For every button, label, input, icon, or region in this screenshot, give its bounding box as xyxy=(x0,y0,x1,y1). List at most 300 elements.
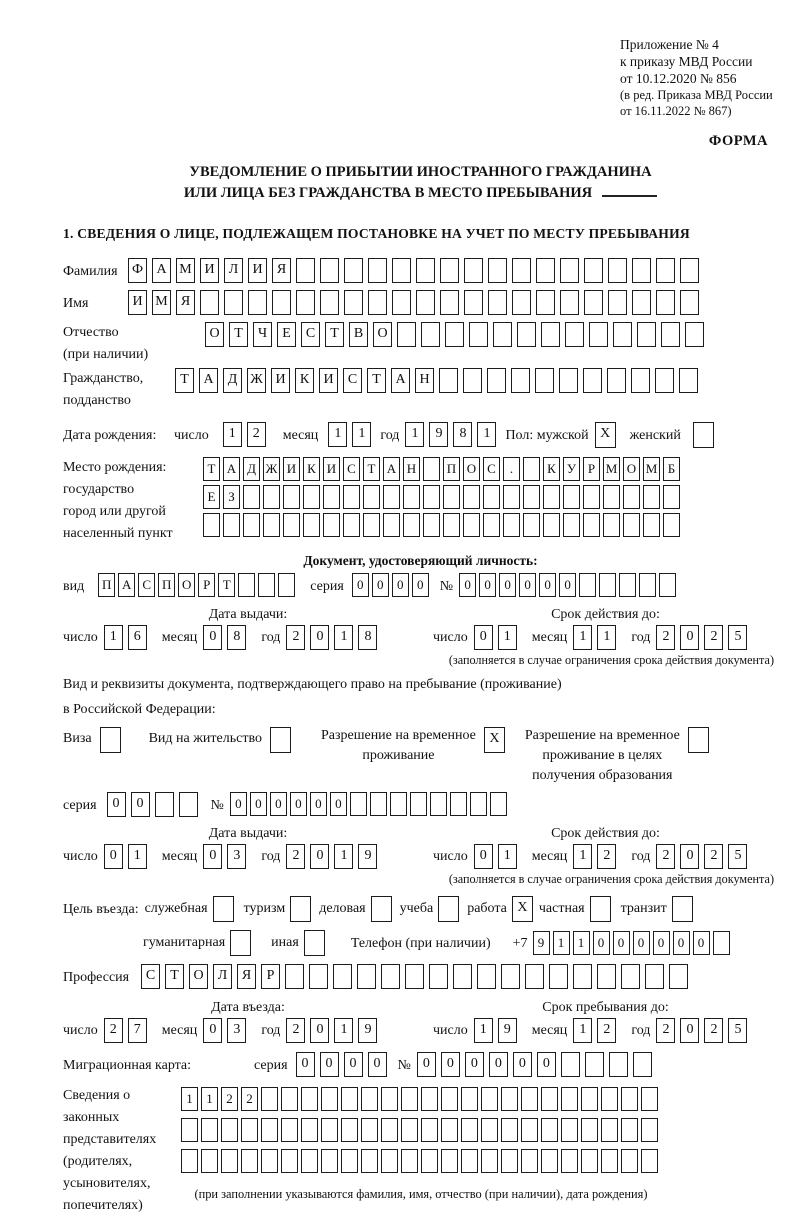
form-cell-empty[interactable] xyxy=(263,485,280,509)
form-cell-filled[interactable]: Т xyxy=(218,573,235,597)
form-cell-filled[interactable]: 2 xyxy=(286,1018,305,1043)
form-cell-empty[interactable] xyxy=(421,322,440,347)
form-cell-empty[interactable] xyxy=(453,964,472,989)
form-cell-empty[interactable] xyxy=(221,1149,238,1173)
form-cell-empty[interactable] xyxy=(403,513,420,537)
form-cell-filled[interactable]: Я xyxy=(237,964,256,989)
form-cell-filled[interactable]: 8 xyxy=(453,422,472,447)
form-cell-empty[interactable] xyxy=(341,1118,358,1142)
form-cell-empty[interactable] xyxy=(443,513,460,537)
form-cell-empty[interactable] xyxy=(439,368,458,393)
form-cell-empty[interactable] xyxy=(363,485,380,509)
form-cell-empty[interactable] xyxy=(579,573,596,597)
form-cell-filled[interactable]: Ж xyxy=(263,457,280,481)
form-cell-empty[interactable] xyxy=(501,1118,518,1142)
form-cell-empty[interactable] xyxy=(416,290,435,315)
form-cell-empty[interactable] xyxy=(581,1087,598,1111)
form-cell-empty[interactable] xyxy=(321,1087,338,1111)
form-cell-empty[interactable] xyxy=(441,1087,458,1111)
form-cell-empty[interactable] xyxy=(523,513,540,537)
form-cell-empty[interactable] xyxy=(641,1118,658,1142)
form-cell-filled[interactable]: 6 xyxy=(128,625,147,650)
form-cell-filled[interactable]: 2 xyxy=(704,625,723,650)
form-cell-filled[interactable]: Д xyxy=(223,368,242,393)
form-cell-empty[interactable] xyxy=(541,1118,558,1142)
form-cell-filled[interactable]: 1 xyxy=(498,625,517,650)
form-cell-filled[interactable]: Р xyxy=(583,457,600,481)
form-cell-filled[interactable]: 1 xyxy=(498,844,517,869)
form-cell-filled[interactable]: Ж xyxy=(247,368,266,393)
form-cell-filled[interactable]: 2 xyxy=(104,1018,123,1043)
form-cell-filled[interactable]: Н xyxy=(403,457,420,481)
form-cell-empty[interactable] xyxy=(397,322,416,347)
form-cell-filled[interactable]: И xyxy=(271,368,290,393)
form-cell-filled[interactable]: 0 xyxy=(372,573,389,597)
form-cell-empty[interactable] xyxy=(597,964,616,989)
form-cell-filled[interactable]: 0 xyxy=(310,625,329,650)
form-cell-filled[interactable]: М xyxy=(603,457,620,481)
form-cell-filled[interactable]: З xyxy=(223,485,240,509)
form-cell-empty[interactable] xyxy=(490,792,507,816)
form-cell-empty[interactable] xyxy=(181,1149,198,1173)
form-cell-filled[interactable]: У xyxy=(563,457,580,481)
form-cell-empty[interactable] xyxy=(445,322,464,347)
form-cell-filled[interactable]: М xyxy=(643,457,660,481)
form-cell-empty[interactable] xyxy=(421,1118,438,1142)
form-cell-empty[interactable] xyxy=(401,1087,418,1111)
form-cell-filled[interactable]: Р xyxy=(261,964,280,989)
form-cell-filled[interactable]: С xyxy=(483,457,500,481)
form-cell-empty[interactable] xyxy=(416,258,435,283)
form-cell-empty[interactable] xyxy=(381,964,400,989)
form-cell-empty[interactable] xyxy=(713,931,730,955)
form-cell-filled[interactable]: 2 xyxy=(597,1018,616,1043)
form-cell-empty[interactable] xyxy=(430,792,447,816)
form-cell-empty[interactable] xyxy=(343,513,360,537)
form-cell-filled[interactable]: 0 xyxy=(104,844,123,869)
form-cell-empty[interactable] xyxy=(656,290,675,315)
form-cell-empty[interactable] xyxy=(493,322,512,347)
form-cell-empty[interactable] xyxy=(464,290,483,315)
form-cell-empty[interactable] xyxy=(655,368,674,393)
form-cell-empty[interactable] xyxy=(410,792,427,816)
form-cell-empty[interactable] xyxy=(541,1087,558,1111)
form-cell-empty[interactable] xyxy=(549,964,568,989)
form-cell-filled[interactable]: 2 xyxy=(597,844,616,869)
form-cell-filled[interactable]: 0 xyxy=(203,844,222,869)
form-cell-empty[interactable] xyxy=(603,485,620,509)
form-cell-filled[interactable]: 9 xyxy=(498,1018,517,1043)
form-cell-empty[interactable] xyxy=(405,964,424,989)
form-cell-empty[interactable] xyxy=(643,485,660,509)
form-cell-filled[interactable]: О xyxy=(178,573,195,597)
form-cell-filled[interactable]: 0 xyxy=(310,1018,329,1043)
form-cell-empty[interactable] xyxy=(563,513,580,537)
form-cell-empty[interactable] xyxy=(461,1118,478,1142)
form-cell-empty[interactable] xyxy=(221,1118,238,1142)
form-cell-empty[interactable] xyxy=(470,792,487,816)
form-cell-filled[interactable]: Б xyxy=(663,457,680,481)
form-cell-empty[interactable] xyxy=(521,1087,538,1111)
form-cell-empty[interactable] xyxy=(230,930,251,956)
form-cell-empty[interactable] xyxy=(450,792,467,816)
form-cell-empty[interactable] xyxy=(632,258,651,283)
form-cell-filled[interactable]: 0 xyxy=(203,625,222,650)
form-cell-filled[interactable]: С xyxy=(141,964,160,989)
form-cell-empty[interactable] xyxy=(368,258,387,283)
form-cell-filled[interactable]: 1 xyxy=(181,1087,198,1111)
form-cell-empty[interactable] xyxy=(343,485,360,509)
form-cell-filled[interactable]: 1 xyxy=(573,844,592,869)
form-cell-empty[interactable] xyxy=(392,258,411,283)
form-cell-empty[interactable] xyxy=(261,1087,278,1111)
form-cell-filled[interactable]: 0 xyxy=(479,573,496,597)
form-cell-empty[interactable] xyxy=(488,290,507,315)
form-cell-filled[interactable]: 0 xyxy=(441,1052,460,1077)
form-cell-filled[interactable]: П xyxy=(158,573,175,597)
form-cell-filled[interactable]: 0 xyxy=(352,573,369,597)
form-cell-filled[interactable]: 2 xyxy=(656,1018,675,1043)
form-cell-empty[interactable] xyxy=(590,896,611,922)
form-cell-filled[interactable]: И xyxy=(283,457,300,481)
form-cell-empty[interactable] xyxy=(200,290,219,315)
form-cell-empty[interactable] xyxy=(488,258,507,283)
form-cell-filled[interactable]: Н xyxy=(415,368,434,393)
form-cell-empty[interactable] xyxy=(421,1087,438,1111)
form-cell-empty[interactable] xyxy=(201,1149,218,1173)
form-cell-empty[interactable] xyxy=(321,1118,338,1142)
form-cell-empty[interactable] xyxy=(607,368,626,393)
form-cell-filled[interactable]: 0 xyxy=(653,931,670,955)
form-cell-empty[interactable] xyxy=(381,1118,398,1142)
form-cell-empty[interactable] xyxy=(541,1149,558,1173)
form-cell-empty[interactable] xyxy=(483,513,500,537)
form-cell-empty[interactable] xyxy=(290,896,311,922)
form-cell-empty[interactable] xyxy=(323,485,340,509)
form-cell-empty[interactable] xyxy=(621,1149,638,1173)
form-cell-filled[interactable]: 1 xyxy=(128,844,147,869)
form-cell-filled[interactable]: 9 xyxy=(533,931,550,955)
form-cell-empty[interactable] xyxy=(258,573,275,597)
form-cell-filled[interactable]: А xyxy=(199,368,218,393)
form-cell-empty[interactable] xyxy=(511,368,530,393)
form-cell-filled[interactable]: 2 xyxy=(221,1087,238,1111)
form-cell-filled[interactable]: О xyxy=(205,322,224,347)
form-cell-empty[interactable] xyxy=(573,964,592,989)
form-cell-filled[interactable]: 7 xyxy=(128,1018,147,1043)
form-cell-empty[interactable] xyxy=(601,1149,618,1173)
form-cell-empty[interactable] xyxy=(320,290,339,315)
form-cell-empty[interactable] xyxy=(272,290,291,315)
form-cell-filled[interactable]: Т xyxy=(325,322,344,347)
form-cell-empty[interactable] xyxy=(263,513,280,537)
form-cell-empty[interactable] xyxy=(663,485,680,509)
form-cell-empty[interactable] xyxy=(361,1087,378,1111)
form-cell-empty[interactable] xyxy=(283,485,300,509)
form-cell-filled[interactable]: Т xyxy=(363,457,380,481)
form-cell-empty[interactable] xyxy=(323,513,340,537)
form-cell-empty[interactable] xyxy=(464,258,483,283)
form-cell-empty[interactable] xyxy=(381,1087,398,1111)
form-cell-filled[interactable]: 0 xyxy=(290,792,307,816)
form-cell-empty[interactable] xyxy=(581,1149,598,1173)
form-cell-filled[interactable]: И xyxy=(248,258,267,283)
form-cell-empty[interactable] xyxy=(561,1118,578,1142)
form-cell-empty[interactable] xyxy=(383,485,400,509)
form-cell-empty[interactable] xyxy=(603,513,620,537)
form-cell-empty[interactable] xyxy=(584,258,603,283)
form-cell-filled[interactable]: Я xyxy=(272,258,291,283)
form-cell-empty[interactable] xyxy=(688,727,709,753)
form-cell-filled[interactable]: С xyxy=(343,457,360,481)
form-cell-empty[interactable] xyxy=(361,1149,378,1173)
form-cell-empty[interactable] xyxy=(621,1118,638,1142)
form-cell-empty[interactable] xyxy=(100,727,121,753)
form-cell-empty[interactable] xyxy=(443,485,460,509)
form-cell-empty[interactable] xyxy=(561,1149,578,1173)
form-cell-filled[interactable]: 1 xyxy=(573,1018,592,1043)
form-cell-filled[interactable]: А xyxy=(383,457,400,481)
form-cell-filled[interactable]: 0 xyxy=(459,573,476,597)
form-cell-filled[interactable]: 1 xyxy=(474,1018,493,1043)
form-cell-empty[interactable] xyxy=(501,1149,518,1173)
form-cell-empty[interactable] xyxy=(643,513,660,537)
form-cell-empty[interactable] xyxy=(261,1118,278,1142)
form-cell-filled[interactable]: Л xyxy=(224,258,243,283)
form-cell-empty[interactable] xyxy=(639,573,656,597)
form-cell-empty[interactable] xyxy=(301,1149,318,1173)
form-cell-empty[interactable] xyxy=(441,1118,458,1142)
form-cell-empty[interactable] xyxy=(679,368,698,393)
form-cell-filled[interactable]: 0 xyxy=(489,1052,508,1077)
form-cell-filled[interactable]: 0 xyxy=(330,792,347,816)
form-cell-empty[interactable] xyxy=(261,1149,278,1173)
form-cell-empty[interactable] xyxy=(693,422,714,448)
form-cell-empty[interactable] xyxy=(423,513,440,537)
form-cell-empty[interactable] xyxy=(525,964,544,989)
form-cell-empty[interactable] xyxy=(583,513,600,537)
form-cell-empty[interactable] xyxy=(303,485,320,509)
form-cell-empty[interactable] xyxy=(541,322,560,347)
form-cell-empty[interactable] xyxy=(341,1087,358,1111)
form-cell-empty[interactable] xyxy=(543,513,560,537)
form-cell-empty[interactable] xyxy=(301,1118,318,1142)
form-cell-filled[interactable]: . xyxy=(503,457,520,481)
form-cell-filled[interactable]: К xyxy=(295,368,314,393)
form-cell-empty[interactable] xyxy=(659,573,676,597)
form-cell-filled[interactable]: 0 xyxy=(296,1052,315,1077)
form-cell-filled[interactable]: 0 xyxy=(230,792,247,816)
form-cell-empty[interactable] xyxy=(645,964,664,989)
form-cell-empty[interactable] xyxy=(561,1087,578,1111)
form-cell-filled[interactable]: Т xyxy=(165,964,184,989)
form-cell-empty[interactable] xyxy=(281,1087,298,1111)
form-cell-filled[interactable]: X xyxy=(595,422,616,448)
form-cell-filled[interactable]: Е xyxy=(203,485,220,509)
form-cell-empty[interactable] xyxy=(469,322,488,347)
form-cell-filled[interactable]: 0 xyxy=(203,1018,222,1043)
form-cell-empty[interactable] xyxy=(521,1118,538,1142)
form-cell-filled[interactable]: 1 xyxy=(223,422,242,447)
form-cell-empty[interactable] xyxy=(371,896,392,922)
form-cell-filled[interactable]: 2 xyxy=(247,422,266,447)
form-cell-empty[interactable] xyxy=(296,258,315,283)
form-cell-filled[interactable]: 1 xyxy=(573,625,592,650)
form-cell-filled[interactable]: И xyxy=(319,368,338,393)
form-cell-empty[interactable] xyxy=(350,792,367,816)
form-cell-empty[interactable] xyxy=(481,1149,498,1173)
form-cell-filled[interactable]: 0 xyxy=(519,573,536,597)
form-cell-empty[interactable] xyxy=(560,290,579,315)
form-cell-empty[interactable] xyxy=(559,368,578,393)
form-cell-empty[interactable] xyxy=(609,1052,628,1077)
form-cell-empty[interactable] xyxy=(481,1118,498,1142)
form-cell-empty[interactable] xyxy=(501,1087,518,1111)
form-cell-empty[interactable] xyxy=(333,964,352,989)
form-cell-filled[interactable]: 2 xyxy=(241,1087,258,1111)
form-cell-empty[interactable] xyxy=(560,258,579,283)
form-cell-empty[interactable] xyxy=(213,896,234,922)
form-cell-filled[interactable]: 2 xyxy=(286,625,305,650)
form-cell-empty[interactable] xyxy=(517,322,536,347)
form-cell-empty[interactable] xyxy=(461,1149,478,1173)
form-cell-empty[interactable] xyxy=(241,1118,258,1142)
form-cell-filled[interactable]: 0 xyxy=(320,1052,339,1077)
form-cell-empty[interactable] xyxy=(680,290,699,315)
form-cell-filled[interactable]: К xyxy=(543,457,560,481)
form-cell-filled[interactable]: 2 xyxy=(704,1018,723,1043)
form-cell-empty[interactable] xyxy=(201,1118,218,1142)
form-cell-empty[interactable] xyxy=(584,290,603,315)
form-cell-filled[interactable]: Ф xyxy=(128,258,147,283)
form-cell-empty[interactable] xyxy=(621,1087,638,1111)
form-cell-empty[interactable] xyxy=(344,258,363,283)
form-cell-empty[interactable] xyxy=(303,513,320,537)
form-cell-filled[interactable]: 0 xyxy=(680,625,699,650)
form-cell-empty[interactable] xyxy=(304,930,325,956)
form-cell-empty[interactable] xyxy=(608,290,627,315)
form-cell-filled[interactable]: X xyxy=(484,727,505,753)
form-cell-filled[interactable]: И xyxy=(200,258,219,283)
form-cell-filled[interactable]: 1 xyxy=(573,931,590,955)
form-cell-filled[interactable]: 0 xyxy=(107,792,126,817)
form-cell-filled[interactable]: П xyxy=(98,573,115,597)
form-cell-filled[interactable]: 0 xyxy=(693,931,710,955)
form-cell-filled[interactable]: 0 xyxy=(417,1052,436,1077)
form-cell-empty[interactable] xyxy=(599,573,616,597)
form-cell-empty[interactable] xyxy=(512,290,531,315)
form-cell-empty[interactable] xyxy=(203,513,220,537)
form-cell-empty[interactable] xyxy=(283,513,300,537)
form-cell-empty[interactable] xyxy=(370,792,387,816)
form-cell-filled[interactable]: 0 xyxy=(474,844,493,869)
form-cell-filled[interactable]: Т xyxy=(367,368,386,393)
form-cell-empty[interactable] xyxy=(608,258,627,283)
form-cell-filled[interactable]: О xyxy=(623,457,640,481)
form-cell-filled[interactable]: С xyxy=(343,368,362,393)
form-cell-filled[interactable]: 0 xyxy=(310,844,329,869)
form-cell-empty[interactable] xyxy=(563,485,580,509)
form-cell-empty[interactable] xyxy=(438,896,459,922)
form-cell-empty[interactable] xyxy=(155,792,174,817)
form-cell-empty[interactable] xyxy=(543,485,560,509)
form-cell-empty[interactable] xyxy=(631,368,650,393)
form-cell-filled[interactable]: 2 xyxy=(704,844,723,869)
form-cell-filled[interactable]: 9 xyxy=(358,1018,377,1043)
form-cell-empty[interactable] xyxy=(481,1087,498,1111)
form-cell-empty[interactable] xyxy=(440,290,459,315)
form-cell-filled[interactable]: 0 xyxy=(474,625,493,650)
form-cell-empty[interactable] xyxy=(421,1149,438,1173)
form-cell-filled[interactable]: К xyxy=(303,457,320,481)
form-cell-empty[interactable] xyxy=(301,1087,318,1111)
form-cell-empty[interactable] xyxy=(632,290,651,315)
form-cell-empty[interactable] xyxy=(583,485,600,509)
form-cell-empty[interactable] xyxy=(243,485,260,509)
form-cell-filled[interactable]: 1 xyxy=(334,1018,353,1043)
form-cell-empty[interactable] xyxy=(309,964,328,989)
form-cell-empty[interactable] xyxy=(281,1118,298,1142)
form-cell-filled[interactable]: 0 xyxy=(593,931,610,955)
form-cell-empty[interactable] xyxy=(585,1052,604,1077)
form-cell-empty[interactable] xyxy=(278,573,295,597)
form-cell-filled[interactable]: О xyxy=(189,964,208,989)
form-cell-filled[interactable]: 0 xyxy=(270,792,287,816)
form-cell-empty[interactable] xyxy=(669,964,688,989)
form-cell-filled[interactable]: Т xyxy=(229,322,248,347)
form-cell-empty[interactable] xyxy=(179,792,198,817)
form-cell-empty[interactable] xyxy=(623,485,640,509)
form-cell-empty[interactable] xyxy=(423,485,440,509)
form-cell-empty[interactable] xyxy=(270,727,291,753)
form-cell-filled[interactable]: Е xyxy=(277,322,296,347)
form-cell-filled[interactable]: 0 xyxy=(539,573,556,597)
form-cell-empty[interactable] xyxy=(661,322,680,347)
form-cell-filled[interactable]: 2 xyxy=(656,625,675,650)
form-cell-filled[interactable]: 0 xyxy=(465,1052,484,1077)
form-cell-empty[interactable] xyxy=(685,322,704,347)
form-cell-filled[interactable]: Т xyxy=(203,457,220,481)
form-cell-empty[interactable] xyxy=(223,513,240,537)
form-cell-empty[interactable] xyxy=(423,457,440,481)
form-cell-filled[interactable]: 0 xyxy=(680,844,699,869)
form-cell-filled[interactable]: 3 xyxy=(227,844,246,869)
form-cell-filled[interactable]: Р xyxy=(198,573,215,597)
form-cell-empty[interactable] xyxy=(503,513,520,537)
form-cell-empty[interactable] xyxy=(637,322,656,347)
form-cell-filled[interactable]: Т xyxy=(175,368,194,393)
form-cell-empty[interactable] xyxy=(680,258,699,283)
form-cell-empty[interactable] xyxy=(238,573,255,597)
form-cell-filled[interactable]: 0 xyxy=(392,573,409,597)
form-cell-empty[interactable] xyxy=(581,1118,598,1142)
form-cell-empty[interactable] xyxy=(224,290,243,315)
form-cell-filled[interactable]: 0 xyxy=(559,573,576,597)
form-cell-filled[interactable]: 5 xyxy=(728,1018,747,1043)
form-cell-filled[interactable]: Л xyxy=(213,964,232,989)
form-cell-filled[interactable]: 0 xyxy=(613,931,630,955)
form-cell-empty[interactable] xyxy=(483,485,500,509)
form-cell-filled[interactable]: 1 xyxy=(553,931,570,955)
form-cell-empty[interactable] xyxy=(487,368,506,393)
form-cell-empty[interactable] xyxy=(601,1087,618,1111)
form-cell-empty[interactable] xyxy=(441,1149,458,1173)
form-cell-empty[interactable] xyxy=(523,457,540,481)
form-cell-filled[interactable]: О xyxy=(373,322,392,347)
form-cell-empty[interactable] xyxy=(613,322,632,347)
form-cell-filled[interactable]: 1 xyxy=(201,1087,218,1111)
form-cell-empty[interactable] xyxy=(243,513,260,537)
